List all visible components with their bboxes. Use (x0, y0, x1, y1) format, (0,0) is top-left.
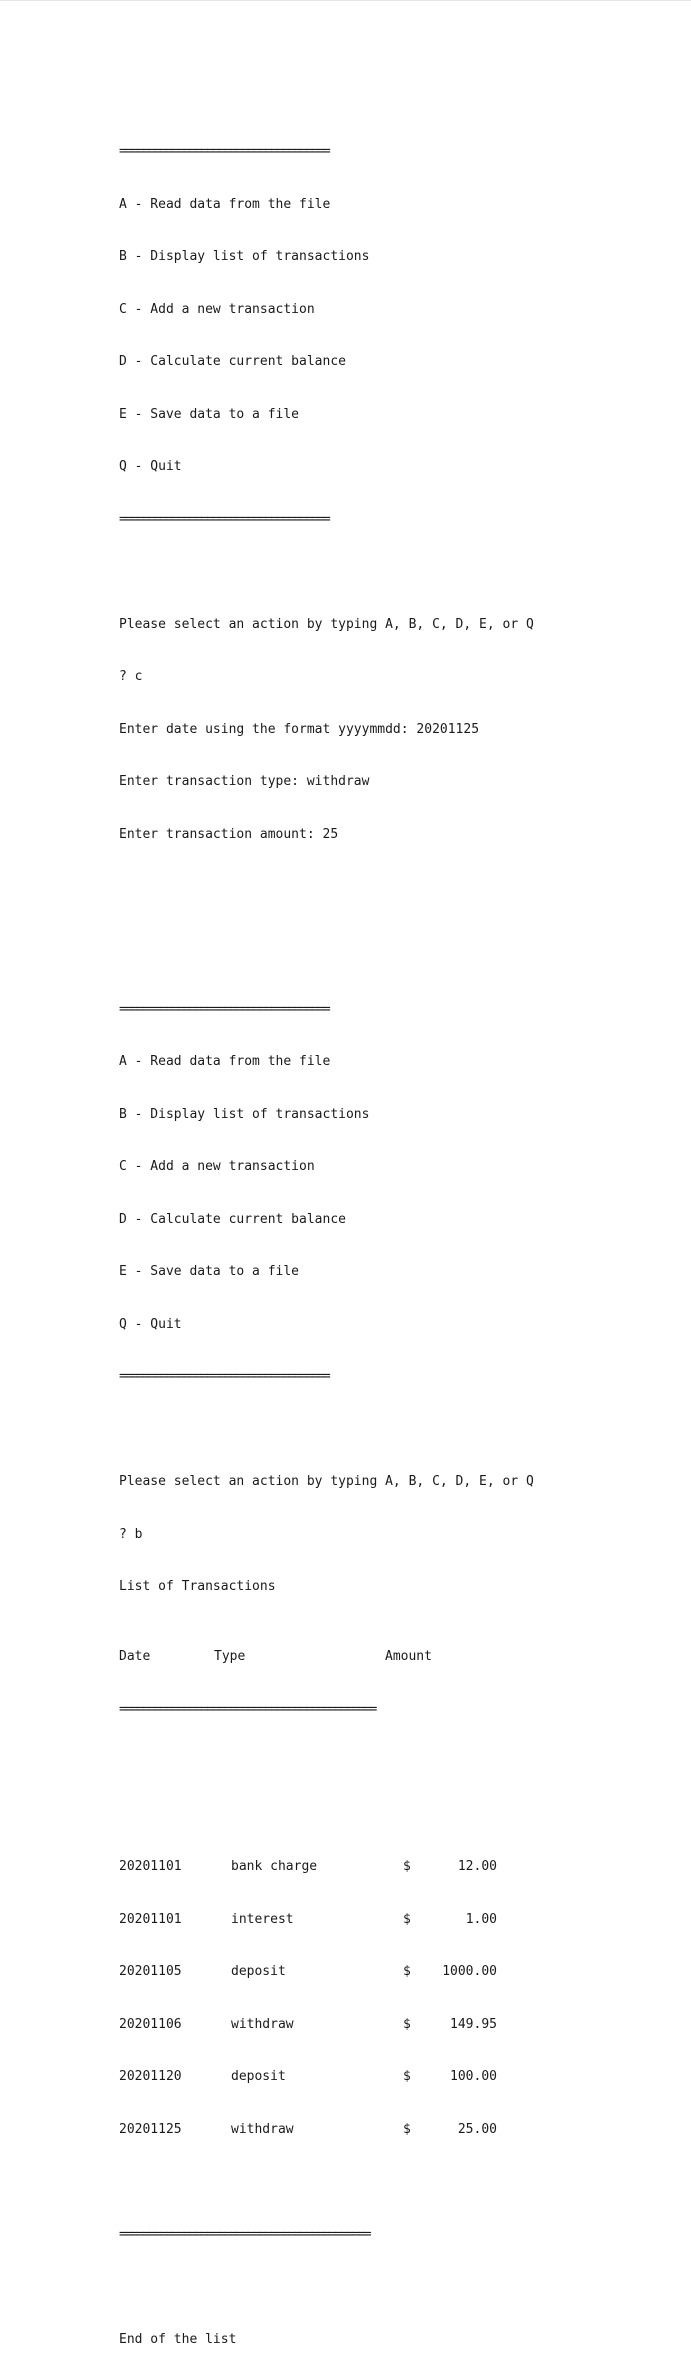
cell-currency: $ (403, 2121, 411, 2137)
menu-item-balance: D - Calculate current balance (119, 354, 346, 369)
menu-block (119, 108, 534, 563)
cell-type: bank charge (231, 1859, 318, 1874)
header-date: Date (119, 1649, 151, 1664)
menu-item-save: E - Save data to a file (119, 406, 300, 422)
menu-item-add: C - Add a new transaction (119, 301, 315, 317)
cell-date: 20201120 (119, 2069, 182, 2084)
menu-separator: ==================================== (119, 144, 329, 159)
blank-line (119, 878, 534, 896)
menu-item-add: C - Add a new transaction (119, 1159, 315, 1174)
header-amount: Amount (385, 1649, 432, 1664)
cell-amount: 100.00 (450, 2069, 497, 2084)
menu-item-display: B - Display list of transactions (119, 249, 370, 264)
action-prompt: Please select an action by typing A, B, C, D, E, or Q (119, 1474, 534, 1489)
menu-separator: ==================================== (119, 1369, 329, 1384)
cell-currency: $ (403, 1911, 411, 1927)
table-row (119, 1911, 534, 1929)
menu-separator: ==================================== (119, 511, 329, 527)
blank-line (119, 2278, 534, 2296)
cell-date: 20201101 (119, 1911, 182, 1927)
menu-item-read: A - Read data from the file (119, 1054, 331, 1069)
menu-item-quit: Q - Quit (119, 459, 182, 474)
cell-currency: $ (403, 1964, 411, 1979)
cell-date: 20201125 (119, 2121, 182, 2137)
blank-line (119, 1753, 534, 1771)
table-row (119, 2121, 534, 2139)
amount-prompt: Enter transaction amount: 25 (119, 826, 339, 842)
type-prompt: Enter transaction type: withdraw (119, 774, 370, 789)
table-row (119, 1963, 534, 1981)
table-row (119, 2016, 534, 2034)
cell-currency: $ (403, 2016, 411, 2032)
cell-amount: 1000.00 (442, 1964, 497, 1979)
menu-item-read: A - Read data from the file (119, 196, 331, 212)
user-input[interactable]: ? c (119, 669, 143, 684)
menu-item-save: E - Save data to a file (119, 1264, 300, 1279)
cell-type: withdraw (231, 2121, 294, 2137)
menu-separator: ==================================== (119, 1001, 329, 1017)
cell-type: interest (231, 1911, 294, 1927)
cell-currency: $ (403, 2069, 411, 2084)
user-input[interactable]: ? b (119, 1526, 143, 1542)
action-prompt: Please select an action by typing A, B, C, D, E, or Q (119, 616, 534, 632)
table-row (119, 1858, 534, 1876)
cell-type: deposit (231, 2069, 286, 2084)
cell-amount: 149.95 (450, 2016, 497, 2032)
cell-amount: 12.00 (457, 1859, 497, 1874)
cell-date: 20201106 (119, 2016, 182, 2032)
menu-block (119, 966, 534, 1421)
menu-item-balance: D - Calculate current balance (119, 1211, 346, 1227)
date-prompt: Enter date using the format yyyymmdd: 20201125 (119, 721, 480, 737)
end-of-list: End of the list (119, 2331, 237, 2347)
menu-item-quit: Q - Quit (119, 1316, 182, 1332)
end-separator: =========================================== (119, 2226, 370, 2242)
transactions-table (119, 1823, 534, 2173)
top-border (0, 0, 691, 1)
cell-currency: $ (403, 1859, 411, 1874)
header-type: Type (214, 1649, 246, 1664)
table-row (119, 2068, 534, 2086)
cell-type: deposit (231, 1964, 286, 1979)
cell-amount: 1.00 (465, 1911, 497, 1927)
cell-date: 20201101 (119, 1859, 182, 1874)
console-output (119, 38, 534, 2366)
table-separator: ============================================ (119, 1701, 376, 1717)
menu-item-display: B - Display list of transactions (119, 1106, 370, 1122)
table-header (119, 1648, 534, 1666)
cell-date: 20201105 (119, 1964, 182, 1979)
cell-type: withdraw (231, 2016, 294, 2032)
list-title: List of Transactions (119, 1579, 276, 1594)
cell-amount: 25.00 (457, 2121, 497, 2137)
